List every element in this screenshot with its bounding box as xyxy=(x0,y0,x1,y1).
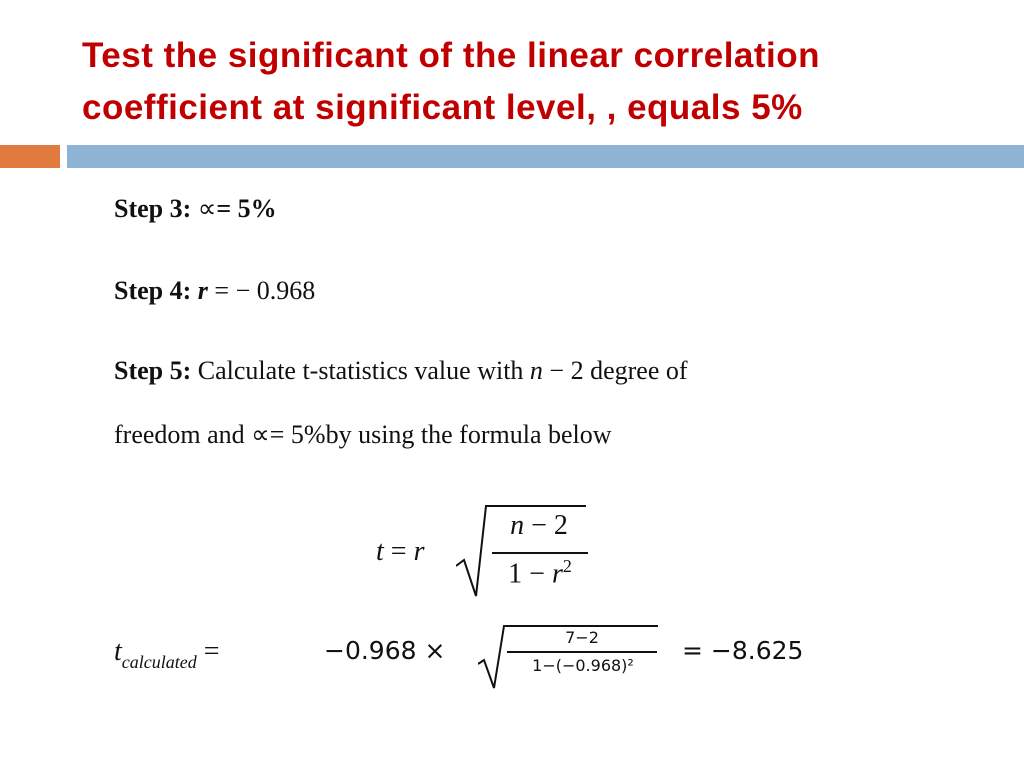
step-5-label: Step 5: xyxy=(114,356,192,385)
denominator-a: 1 − xyxy=(508,558,545,590)
step-3-label: Step 3: xyxy=(114,194,192,223)
step-4-label: Step 4: xyxy=(114,276,192,305)
alpha-symbol: ∝ xyxy=(197,194,217,223)
step-5-line-2 xyxy=(114,420,612,450)
step-5-line2-c: by using the formula below xyxy=(325,420,612,449)
accent-bar-orange xyxy=(0,145,60,168)
numerator-rest: − 2 xyxy=(531,510,568,541)
step-5-text-b: − 2 degree of xyxy=(549,356,688,385)
result-value: = −8.625 xyxy=(682,636,804,665)
t-variable: t xyxy=(376,536,384,567)
fraction-denominator: 1−(−0.968)² xyxy=(532,656,634,675)
accent-bar-blue xyxy=(67,145,1024,168)
fraction-bar xyxy=(507,651,657,653)
t-variable: t xyxy=(114,636,122,667)
step-5-line-1 xyxy=(114,356,688,386)
coefficient-times: −0.968 × xyxy=(324,636,446,665)
step-4-line xyxy=(114,276,315,306)
equals-sign: = xyxy=(203,636,220,667)
fraction-numerator: 7−2 xyxy=(565,628,599,647)
fraction-bar xyxy=(492,552,588,554)
step-5-line2-b: = 5% xyxy=(269,420,326,449)
alpha-symbol: ∝ xyxy=(251,420,270,449)
title-line-1: Test the significant of the linear correlation xyxy=(82,36,821,75)
r-variable: r xyxy=(551,558,563,590)
fraction-denominator xyxy=(490,556,590,590)
formula-lhs xyxy=(376,536,424,568)
n-variable: n xyxy=(510,510,525,541)
step-3-line xyxy=(114,194,277,224)
step-3-value: = 5% xyxy=(216,194,277,223)
r-variable: r xyxy=(197,276,208,305)
n-variable: n xyxy=(529,356,543,385)
r-variable: r xyxy=(413,536,425,567)
exponent: 2 xyxy=(562,556,572,576)
step-4-value: = − 0.968 xyxy=(214,276,316,305)
t-calculated-label xyxy=(114,636,220,672)
step-5-line2-a: freedom and xyxy=(114,420,245,449)
title-line-2: coefficient at significant level, , equals 5% xyxy=(82,88,803,127)
step-5-text-a: Calculate t-statistics value with xyxy=(197,356,524,385)
fraction-numerator xyxy=(494,510,584,542)
slide-title xyxy=(82,30,982,134)
subscript: calculated xyxy=(121,652,197,672)
equals-sign: = xyxy=(390,536,407,567)
